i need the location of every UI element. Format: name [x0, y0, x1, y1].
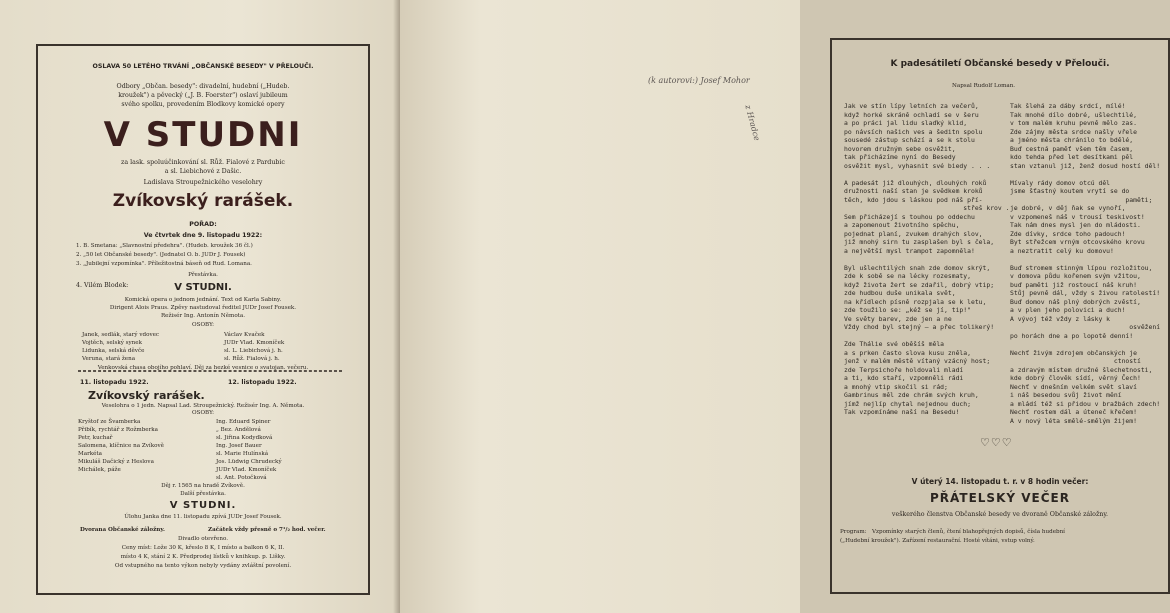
poem-line: v tom malém kruhu pevně mělo zas.	[1010, 119, 1137, 127]
poem-line: a po práci jal lidu slaďký klid,	[844, 119, 968, 127]
prices-2: místo 4 K, stání 2 K. Předprodej lístků v knihkup. p. Lišky.	[120, 554, 286, 560]
right-page	[400, 0, 1161, 613]
poem-line: Zde Thálie své oběšíš měla	[844, 340, 945, 348]
opera-info-2: Dirigent Alois Praus. Zpěvy nastudoval ředitel JUDr Josef Fousek.	[109, 305, 297, 311]
poem-line: Nechť rostem dál a úteneč křečem!	[1010, 408, 1137, 416]
opera-title: V STUDNI	[103, 115, 303, 155]
poem-line: když horké skráně ochladí se v šeru	[844, 110, 979, 119]
poem-line: buď paměti již rostoucí náš kruh!	[1010, 280, 1137, 289]
poem-line: Stůj pevně dál, vždy s živou ratolestí!	[1010, 289, 1161, 297]
cast-role: Lidunka, selská děvče	[82, 348, 145, 354]
poem-line: jímž nejlíp chytal nejednou duch;	[844, 399, 971, 408]
poem-line: Jak ve stín lípy letních za večerů,	[844, 102, 979, 110]
footer-note: Od vstupného na tento výkon nebyly vydány zvláštní povolení.	[114, 563, 292, 569]
intermission-2: Další přestávka.	[180, 491, 226, 497]
cast2-role: Michálek, páže	[78, 467, 121, 473]
poem-line	[1010, 170, 1160, 179]
poem-line: jenž v malém městě vítaný vzácný host;	[844, 357, 991, 365]
cast-line-3: Ladislava Stroupežnického veselohry	[143, 179, 263, 186]
poem-line: po horách dne a po lopotě denní!	[1010, 331, 1134, 340]
program-frame	[36, 44, 370, 595]
cast2-role: Salomena, klíčnice na Zvíkově	[78, 443, 164, 449]
cast-line-2: a sl. Liebichové z Dašic.	[164, 168, 242, 175]
poem-author: Napsal Rudolf Loman.	[952, 83, 1016, 89]
poem-line: střeš krov . . .	[844, 204, 1025, 212]
program-text: Vzpomínky starých členů, čtení blahopřejných dopisů, čísla hudební	[872, 529, 1065, 535]
poem-line: po návsích našich ves a šeditn spolu	[844, 127, 983, 136]
left-page	[0, 0, 400, 613]
cast2-role: Přibík, rychtář z Rožmberka	[78, 427, 158, 433]
play-title: Zvíkovský rarášek.	[112, 191, 294, 211]
poem-line: jsme šťastný koutem vrytí se do	[1010, 187, 1130, 195]
poem-line: v vzpomeneš náš v trousí teskivost!	[1010, 212, 1145, 221]
poem-line: Nechť v dnešním velkém svět slaví	[1010, 382, 1137, 391]
opera-info-1: Komická opera o jednom jednání. Text od Karla Sabiny.	[124, 297, 282, 303]
cast2-actor: Ing. Eduard Spiner	[216, 419, 271, 425]
cast-actor: sl. Růž. Fialová j. h.	[224, 356, 280, 362]
poem-column-right	[1010, 102, 1160, 425]
program-item-1: 1. B. Smetana: „Slavnostní předehra". (Hudeb. kroužek 36 čl.)	[76, 243, 253, 249]
program-item-4: 4. Vilém Blodek:	[76, 282, 129, 289]
doors-right: Začátek vždy přesně o 7¹/₂ hod. večer.	[208, 527, 326, 533]
divider-line	[78, 370, 342, 372]
cast2-role: Petr, kuchař	[78, 435, 113, 441]
poem-line: i náš besedou svůj život mění	[1010, 391, 1122, 399]
poem-line: hovorem družným sebe osvěžit,	[844, 144, 956, 153]
poem-line: Tak vzpomínáme naší na Besedu!	[844, 408, 960, 416]
poem-line: Sem přicházejí s touhou po oddechu	[844, 212, 975, 221]
poem-line: sousedé zástup schází a se k stolu	[844, 136, 975, 144]
poem-line: pojednat planí, zvukem drahých slov,	[844, 229, 983, 238]
final-note: Úlohu Janka dne 11. listopadu zpívá JUDr Josef Fousek.	[124, 514, 282, 520]
cast2-actor: sl. Marie Hulínská	[216, 451, 269, 457]
poem-line: když života žert se zdařil, dobrý vtip;	[844, 280, 995, 289]
poem-line: v domova půdu kořenem svým vžitou,	[1010, 272, 1141, 280]
doors-left: Dvorana Občanské záložny.	[80, 527, 165, 533]
cast2-role: Kryštof ze Švamberka	[78, 419, 141, 425]
cast-role: Janek, sedlák, starý vdovec	[82, 332, 160, 338]
poem-line: A vývoj též vždy z lásky k	[1010, 314, 1111, 323]
poem-line: Byt střežcem vrným otcovského krovu	[1010, 238, 1145, 246]
cast-line-1: za lask. spoluúčinkování sl. Růž. Fialové z Pardubic	[121, 159, 285, 166]
handwritten-note-1: (k autorovi:) Josef Mohor	[648, 76, 750, 85]
hearts-ornament: ♡♡♡	[980, 436, 1013, 449]
cast2-actor: Jos. Lüdwig Chrudecký	[216, 459, 282, 465]
poem-line: Zde zájmy města srdce našly vřele	[1010, 127, 1137, 136]
prices: Ceny míst: Lože 30 K, křeslo 8 K, I místo a balkon 6 K, II.	[121, 545, 285, 551]
poem-column-left	[844, 102, 1025, 417]
program-label: Program:	[840, 529, 867, 535]
scene-2: Děj r. 1565 na hradě Zvíkově.	[161, 483, 245, 489]
poem-line: zde toužilo se: „kéž se jí, tip!"	[844, 306, 971, 314]
poem-line: Buď stromem stinným lípou rozložitou,	[1010, 263, 1153, 272]
poem-line: a neztratit celý ku domovu!	[1010, 246, 1114, 255]
play-info: Veselohra o 1 jedn. Napsal Lad. Stroupežnický. Režisér Ing. A. Němota.	[101, 403, 305, 409]
cast2-actor: „ Bez. Andělová	[216, 427, 261, 433]
cast2-role: Markéta	[78, 451, 103, 457]
celebration-header: OSLAVA 50 LETÉHO TRVÁNÍ „OBČANSKÉ BESEDY" V PŘELOUČI.	[92, 63, 314, 70]
intermission-label: Přestávka.	[188, 272, 218, 278]
poem-line: Gambrinus měl zde chrám svých kruh,	[844, 391, 979, 399]
poem-line: tak přicházíme nyní do Besedy	[844, 153, 956, 161]
poem-line: Mívaly rády domov otcú děl	[1010, 178, 1111, 187]
poem-line: Buď cestná paměť všem těm časem,	[1010, 144, 1134, 153]
event-subtitle: veškerého členstva Občanské besedy ve dvoraně Občanské záložny.	[891, 511, 1109, 518]
event-title: PŘÁTELSKÝ VEČER	[930, 491, 1070, 505]
poem-line	[1010, 340, 1160, 349]
intro-line-2: kroužek") a pěvecký („J. B. Foerster") oslaví jubileum	[118, 92, 288, 99]
poem-line: Byl ušlechtilých snah zde domov skrýt,	[844, 263, 991, 272]
poem-line	[844, 170, 1025, 179]
poem-line: družnosti naší stan je svědkem kroků	[844, 187, 983, 195]
cast2-actor: Ing. Josef Bauer	[216, 443, 262, 449]
poem-line: Tak šlehá za dáby srdcí, mílé!	[1010, 102, 1126, 110]
poem-line: Nechť živým zdrojem občanských je	[1010, 348, 1137, 357]
poem-line	[1010, 255, 1160, 264]
poem-line: a ti, kdo staří, vzpomněli rádi	[844, 374, 964, 382]
poem-frame	[830, 38, 1170, 594]
poem-line: zde hudbou duše unikala svět,	[844, 289, 956, 297]
poem-line	[844, 255, 1025, 264]
poem-line: těch, kdo jdou s láskou pod náš pří-	[844, 195, 983, 204]
intro-line-1: Odbory „Občan. besedy": divadelní, hudební („Hudeb.	[116, 83, 290, 90]
cast-actor: sl. L. Liebichová j. h.	[224, 348, 283, 354]
poem-line: zde k sobě se na lécky rozesmaty,	[844, 272, 971, 280]
poem-line: je dobré, v děj ňak se vynoří,	[1010, 204, 1126, 212]
poem-line: a zdravým místem družné šlechetnosti,	[1010, 365, 1153, 374]
poem-title: K padesátiletí Občanské besedy v Přelouči.	[890, 59, 1110, 69]
program-text-2: („Hudební kroužek"). Zařízení restaurační. Hosté vítáni, vstup volný.	[840, 538, 1035, 544]
poem-line: Vždy chod byl stejný – a přec tolikerý!	[844, 323, 995, 331]
program-date: Ve čtvrtek dne 9. listopadu 1922:	[143, 232, 263, 239]
poem-line: stan vztanul již, ženž dosud hostí děl!	[1010, 161, 1161, 170]
item4-title: V STUDNI.	[174, 282, 232, 293]
osoby-label: OSOBY:	[192, 322, 214, 328]
cast-actor: JUDr Vlad. Kmoníček	[224, 340, 285, 346]
poem-line: Zde dívky, srdce toho padouch!	[1010, 229, 1126, 238]
poem-line: A v nový léta smělé-smělým žijem!	[1010, 416, 1137, 425]
poem-line: a mládí též si přidou v bražbách zdech!	[1010, 399, 1161, 408]
poem-line: a s prken často slova kusu zněla,	[844, 348, 971, 357]
date-right: 12. listopadu 1922.	[228, 379, 297, 386]
event-date: V úterý 14. listopadu t. r. v 8 hodin večer:	[911, 477, 1089, 486]
cast2-actor: JUDr Vlad. Kmoníček	[216, 467, 277, 473]
intro-line-3: svého spolku, provedením Blodkovy komické opery	[121, 101, 285, 108]
poem-line: zde Terpsichoře holdovali mladí	[844, 365, 964, 374]
poem-line: kdo tehda před let desítkami pěl	[1010, 153, 1134, 161]
poem-line: Tak mnohé dílo dobré, ušlechtilé,	[1010, 110, 1137, 119]
osoby-label-2: OSOBY:	[192, 410, 214, 416]
poem-line: osvěžit mysl, vyhasnit své biedy . . .	[844, 161, 991, 170]
poem-line: A padesát již dlouhých, dlouhých roků	[844, 178, 987, 187]
cast2-role: Mikuláš Dačický z Heslova	[78, 459, 154, 465]
handwritten-note-2: z Hradce	[743, 104, 762, 142]
play-title-2: Zvíkovský rarášek.	[88, 389, 205, 402]
poem-line: a jméno města chránilo to bdělé,	[1010, 136, 1134, 144]
poem-line: již mnohý sirn tu zasplašen byl s čela,	[844, 238, 995, 246]
opera-info-3: Režisér Ing. Antonín Němota.	[160, 313, 246, 319]
poem-line: kde dobrý člověk sídí, věrný Čech!	[1010, 374, 1141, 382]
date-left: 11. listopadu 1922.	[80, 379, 149, 386]
poem-line: na křídlech písně rozpjala se k letu,	[844, 297, 987, 306]
cast-actor: Václav Kvaček	[224, 332, 265, 338]
poem-line: osvěžení	[1010, 323, 1161, 331]
poem-line: a zapomenout životního spěchu,	[844, 221, 960, 229]
doors-open: Divadlo otevřeno.	[177, 536, 228, 542]
poem-line: a v plen jeho polovici a duch!	[1010, 306, 1126, 314]
cast2-actor: sl. Jiřina Kodydková	[216, 435, 273, 441]
poem-line	[844, 332, 1025, 341]
program-heading: POŘAD:	[189, 221, 217, 228]
scene-note: Venkovská chasa obojího pohlaví. Děj za hezké vesnice o svatojan. večeru.	[97, 365, 309, 371]
final-title: V STUDNI.	[169, 500, 237, 511]
poem-line: Ve světy barev, zde jen a ne	[844, 314, 952, 323]
poem-line: a největší mysl trampot zapomněla!	[844, 246, 975, 255]
poem-line: Tak nám dnes mysl jen do mládosti.	[1010, 221, 1141, 229]
program-item-2: 2. „50 let Občanské besedy". (Jednatel O. b. JUDr J. Fousek)	[76, 252, 246, 258]
cast2-actor: sl. Ant. Potočková	[216, 475, 267, 481]
cast-role: Veruna, stará žena	[82, 356, 136, 362]
poem-line: ctností	[1010, 357, 1141, 365]
program-item-3: 3. „Jubilejní vzpomínka". Příležitostná báseň od Rud. Lomana.	[76, 261, 252, 267]
poem-line: paměti;	[1010, 195, 1153, 204]
poem-line: Buď domov náš plný dobrých zvěstí,	[1010, 297, 1141, 306]
cast-role: Vojtěch, selský synek	[82, 340, 142, 346]
poem-line: a mnohý vtip skočil si rád;	[844, 382, 948, 391]
